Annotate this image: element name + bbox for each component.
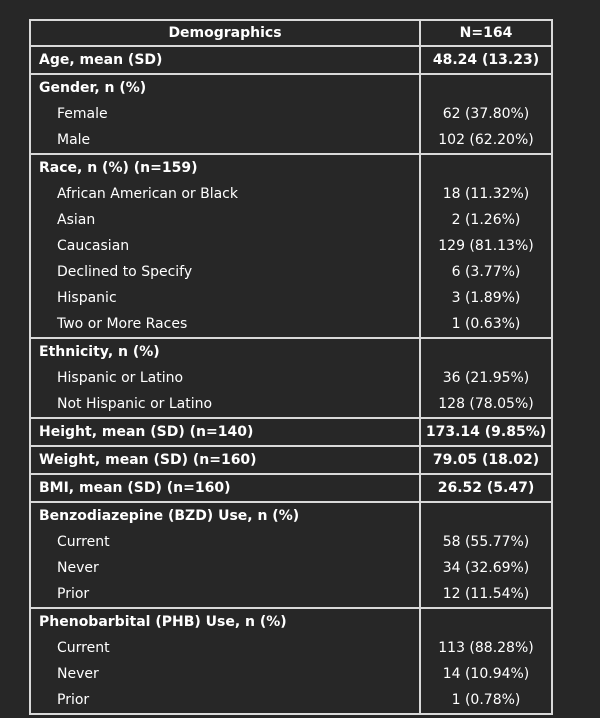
row-label: Declined to Specify <box>30 259 420 285</box>
table-row <box>30 581 552 608</box>
row-value: 3 (1.89%) <box>420 285 552 311</box>
row-label: Age, mean (SD) <box>30 46 420 74</box>
row-value: 12 (11.54%) <box>420 581 552 608</box>
row-label: Current <box>30 635 420 661</box>
row-value: 1 (0.78%) <box>420 687 552 714</box>
table-row <box>30 529 552 555</box>
demographics-table <box>29 19 553 715</box>
row-value: 58 (55.77%) <box>420 529 552 555</box>
table-section-row <box>30 446 552 474</box>
row-value: 18 (11.32%) <box>420 181 552 207</box>
table-section-row <box>30 502 552 529</box>
row-label: Caucasian <box>30 233 420 259</box>
row-label: Hispanic or Latino <box>30 365 420 391</box>
row-value: 14 (10.94%) <box>420 661 552 687</box>
column-header-demographics: Demographics <box>30 20 420 46</box>
row-label: Benzodiazepine (BZD) Use, n (%) <box>30 502 420 529</box>
table-row <box>30 259 552 285</box>
table-section-row <box>30 474 552 502</box>
row-value: 79.05 (18.02) <box>420 446 552 474</box>
row-value: 6 (3.77%) <box>420 259 552 285</box>
table-row <box>30 365 552 391</box>
row-label: Not Hispanic or Latino <box>30 391 420 418</box>
row-label: BMI, mean (SD) (n=160) <box>30 474 420 502</box>
row-label: Two or More Races <box>30 311 420 338</box>
row-label: African American or Black <box>30 181 420 207</box>
row-value: 129 (81.13%) <box>420 233 552 259</box>
row-label: Weight, mean (SD) (n=160) <box>30 446 420 474</box>
row-label: Current <box>30 529 420 555</box>
table-row <box>30 233 552 259</box>
table-body <box>30 46 552 714</box>
table-row <box>30 285 552 311</box>
table-header-row <box>30 20 552 46</box>
row-value: 62 (37.80%) <box>420 101 552 127</box>
row-value: 2 (1.26%) <box>420 207 552 233</box>
row-value <box>420 74 552 101</box>
row-value: 173.14 (9.85%) <box>420 418 552 446</box>
row-label: Male <box>30 127 420 154</box>
table-row <box>30 311 552 338</box>
row-label: Prior <box>30 687 420 714</box>
row-value: 1 (0.63%) <box>420 311 552 338</box>
row-label: Never <box>30 555 420 581</box>
row-value: 26.52 (5.47) <box>420 474 552 502</box>
row-label: Phenobarbital (PHB) Use, n (%) <box>30 608 420 635</box>
row-value: 113 (88.28%) <box>420 635 552 661</box>
table-row <box>30 181 552 207</box>
row-value: 128 (78.05%) <box>420 391 552 418</box>
table-section-row <box>30 46 552 74</box>
row-value <box>420 502 552 529</box>
column-header-n: N=164 <box>420 20 552 46</box>
table-row <box>30 391 552 418</box>
row-value: 36 (21.95%) <box>420 365 552 391</box>
table-section-row <box>30 74 552 101</box>
row-value: 34 (32.69%) <box>420 555 552 581</box>
table-section-row <box>30 154 552 181</box>
table-row <box>30 661 552 687</box>
row-label: Prior <box>30 581 420 608</box>
row-label: Never <box>30 661 420 687</box>
row-label: Height, mean (SD) (n=140) <box>30 418 420 446</box>
row-label: Race, n (%) (n=159) <box>30 154 420 181</box>
row-value: 102 (62.20%) <box>420 127 552 154</box>
table-row <box>30 635 552 661</box>
row-value <box>420 338 552 365</box>
row-value <box>420 608 552 635</box>
row-label: Female <box>30 101 420 127</box>
table-row <box>30 687 552 714</box>
table-row <box>30 101 552 127</box>
row-label: Hispanic <box>30 285 420 311</box>
row-value: 48.24 (13.23) <box>420 46 552 74</box>
table-section-row <box>30 338 552 365</box>
demographics-table-container <box>29 19 551 715</box>
table-section-row <box>30 418 552 446</box>
row-label: Ethnicity, n (%) <box>30 338 420 365</box>
table-row <box>30 207 552 233</box>
table-row <box>30 127 552 154</box>
row-label: Asian <box>30 207 420 233</box>
table-section-row <box>30 608 552 635</box>
row-label: Gender, n (%) <box>30 74 420 101</box>
table-row <box>30 555 552 581</box>
row-value <box>420 154 552 181</box>
